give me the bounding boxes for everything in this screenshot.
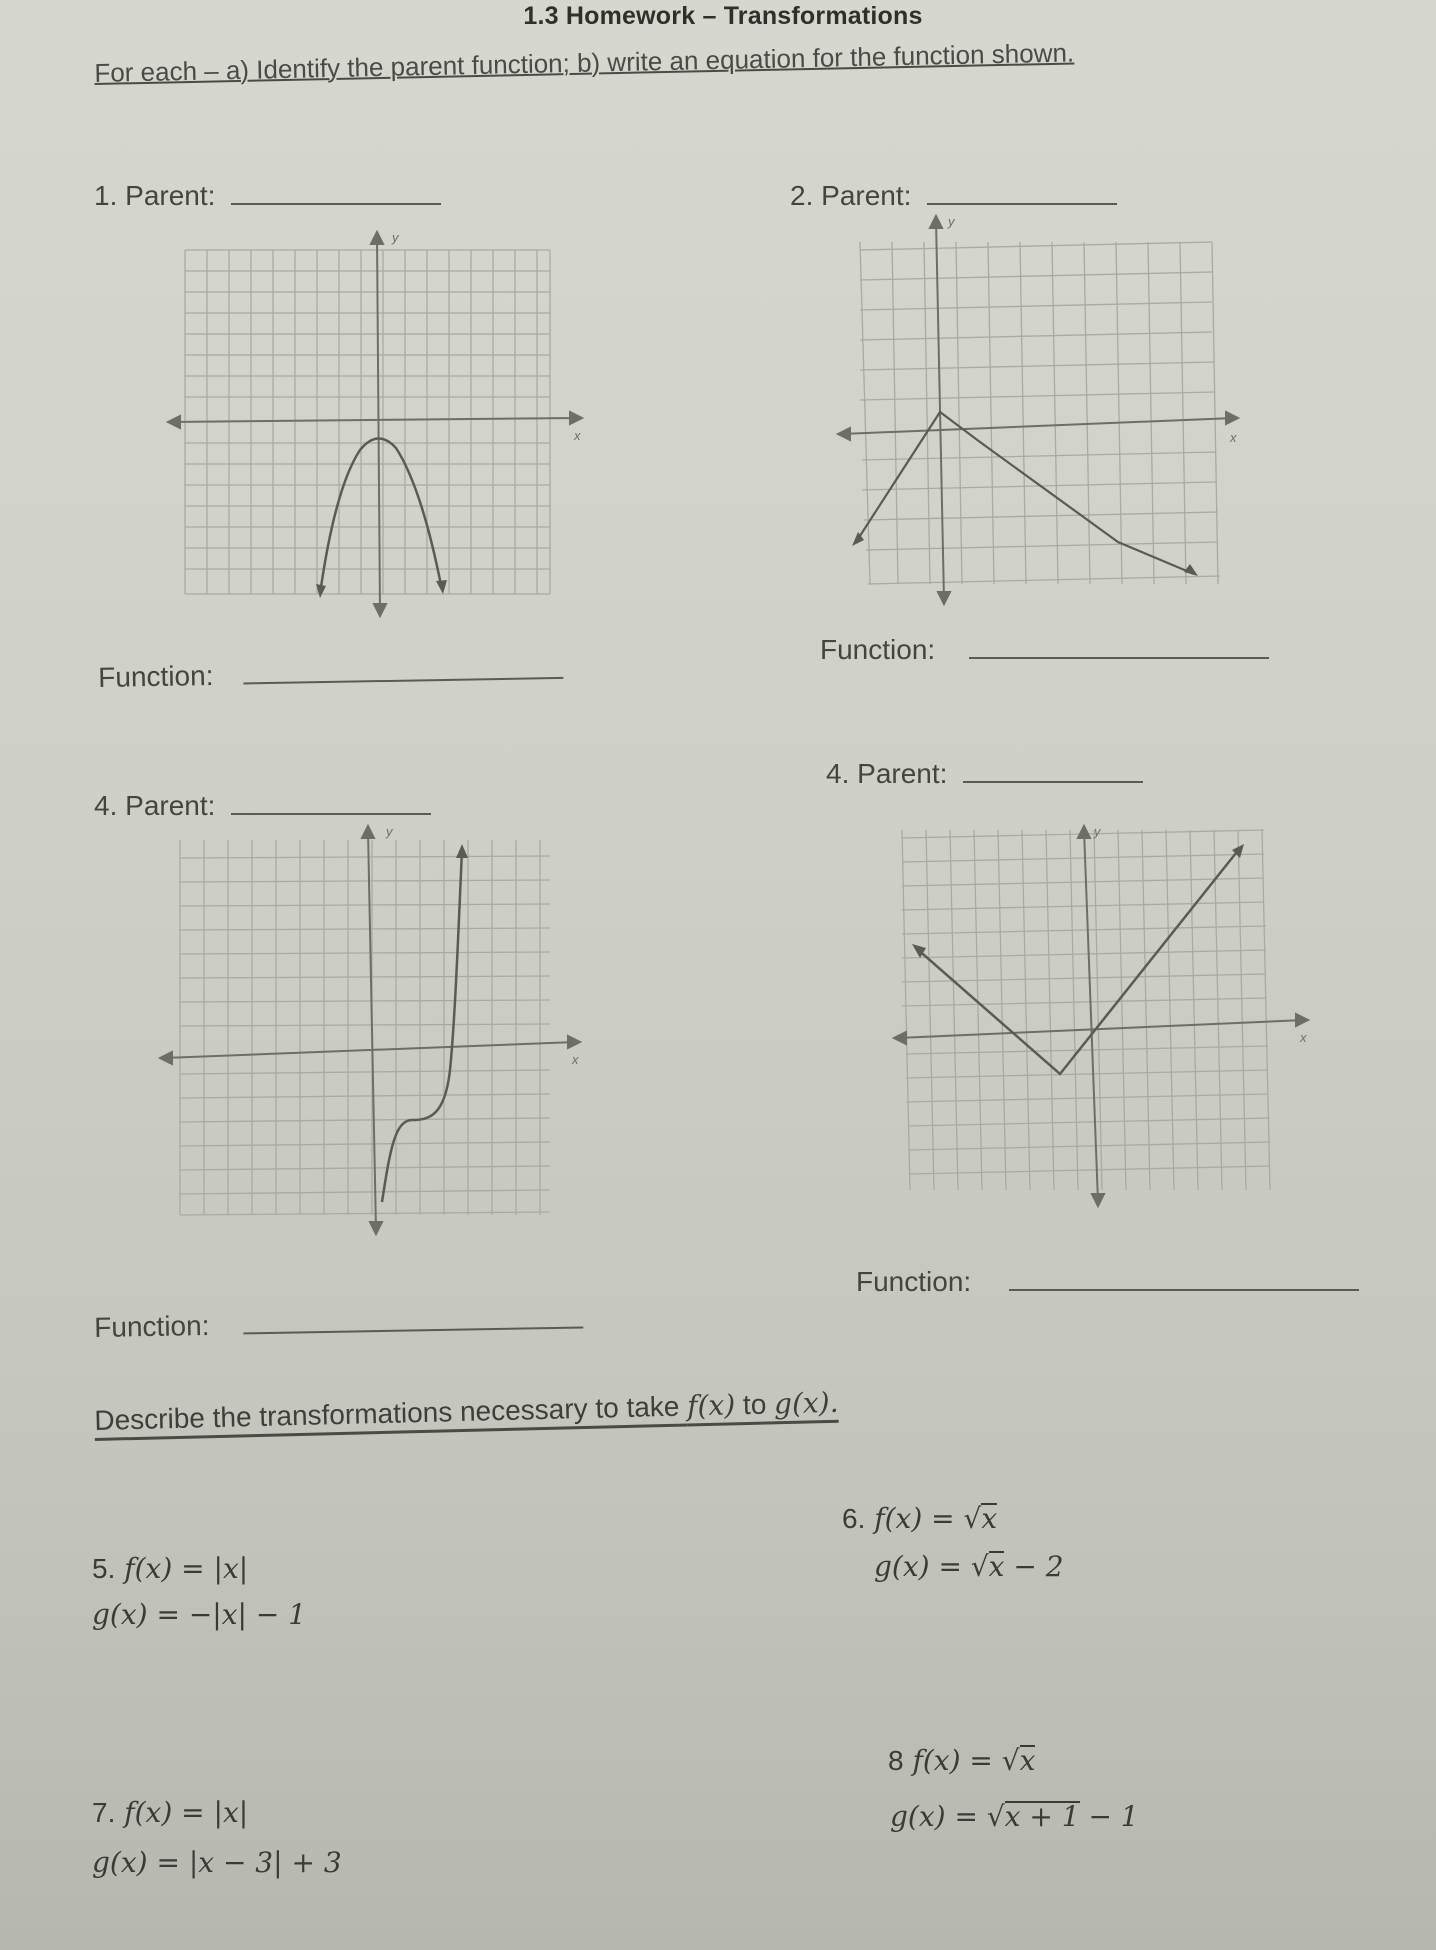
y-axis-label: y <box>392 230 399 245</box>
function-label: Function: <box>94 1309 210 1343</box>
item-number: 6. <box>842 1503 866 1534</box>
item-number: 8 <box>888 1745 904 1776</box>
g-equation: g(x) = |x − 3| + 3 <box>92 1846 342 1879</box>
parent-label: Parent: <box>857 758 948 789</box>
heading-to: to <box>734 1388 775 1421</box>
problem-number: 1. <box>94 180 118 211</box>
f-prefix: f(x) = <box>912 1744 1002 1777</box>
g-radicand: x <box>988 1550 1005 1583</box>
x-axis-label: x <box>572 1052 579 1067</box>
heading-g: g(x). <box>773 1385 839 1421</box>
g-prefix: g(x) = <box>890 1800 987 1833</box>
cubic-curve <box>382 850 462 1202</box>
item-7-g <box>92 1846 342 1879</box>
graph-4 <box>880 790 1307 1210</box>
grid-lines <box>860 242 1220 584</box>
heading-text: Describe the transformations necessary to take <box>94 1391 688 1441</box>
x-axis-label: x <box>574 428 581 443</box>
parent-label: Parent: <box>821 180 912 211</box>
parent-answer-blank[interactable] <box>231 181 441 205</box>
worksheet-title: 1.3 Homework – Transformations <box>523 2 923 30</box>
f-equation: f(x) = |x| <box>124 1796 249 1829</box>
x-axis-label: x <box>1230 430 1237 445</box>
instructions-text: For each – a) Identify the parent function; b) write an equation for the function shown. <box>94 37 1075 88</box>
item-7-f <box>92 1796 248 1829</box>
item-number: 5. <box>92 1553 116 1584</box>
graph-2 <box>830 212 1240 612</box>
problem-2-parent <box>790 180 1117 212</box>
problem-1-parent <box>94 180 441 212</box>
f-radicand: x <box>981 1502 998 1535</box>
function-answer-blank[interactable] <box>1009 1267 1359 1291</box>
item-5-g <box>92 1598 306 1631</box>
parent-answer-blank[interactable] <box>927 181 1117 205</box>
problem-2-function <box>820 634 1269 666</box>
item-number: 7. <box>92 1797 116 1828</box>
problem-number: 4. <box>826 758 850 789</box>
function-answer-blank[interactable] <box>243 1304 583 1334</box>
item-8-f: 8 f(x) = √x <box>888 1744 1036 1777</box>
parabola-curve <box>320 438 442 594</box>
parent-answer-blank[interactable] <box>231 791 431 815</box>
item-8-g: g(x) = √x + 1 − 1 <box>890 1800 1139 1833</box>
y-axis-label: y <box>1094 824 1101 839</box>
problem-4-function <box>856 1266 1359 1298</box>
g-equation: g(x) = −|x| − 1 <box>92 1598 307 1631</box>
function-answer-blank[interactable] <box>243 655 563 685</box>
function-label: Function: <box>820 634 936 665</box>
problem-number: 4. <box>94 790 118 821</box>
axes <box>160 826 580 1234</box>
g-suffix: − 2 <box>1004 1550 1064 1583</box>
graph-1 <box>160 228 590 628</box>
problem-3-function <box>94 1303 583 1344</box>
function-label: Function: <box>98 659 214 693</box>
problem-1-function <box>98 654 563 694</box>
y-axis-label: y <box>386 824 393 839</box>
g-suffix: − 1 <box>1079 1800 1139 1833</box>
problem-number: 2. <box>790 180 814 211</box>
problem-3-parent <box>94 790 431 822</box>
f-prefix: f(x) = <box>874 1502 964 1535</box>
g-prefix: g(x) = <box>874 1550 971 1583</box>
section-2-heading <box>94 1386 839 1437</box>
graph-3 <box>150 820 590 1240</box>
axes <box>168 232 582 616</box>
g-radicand: x + 1 <box>1004 1800 1080 1833</box>
x-axis-label: x <box>1300 1030 1307 1045</box>
parent-label: Parent: <box>125 180 216 211</box>
f-radicand: x <box>1019 1744 1036 1777</box>
y-axis-label: y <box>948 214 955 229</box>
parent-label: Parent: <box>125 790 216 821</box>
item-6-g: g(x) = √x − 2 <box>874 1550 1064 1583</box>
f-equation: f(x) = |x| <box>124 1552 249 1585</box>
heading-f: f(x) <box>686 1388 736 1423</box>
item-5-f <box>92 1552 248 1585</box>
function-label: Function: <box>856 1266 972 1297</box>
grid-lines <box>180 840 550 1215</box>
parent-answer-blank[interactable] <box>963 759 1143 783</box>
problem-4-parent <box>826 758 1143 790</box>
instructions <box>94 28 1325 92</box>
function-answer-blank[interactable] <box>969 635 1269 659</box>
item-6-f: 6. f(x) = √x <box>842 1502 998 1535</box>
